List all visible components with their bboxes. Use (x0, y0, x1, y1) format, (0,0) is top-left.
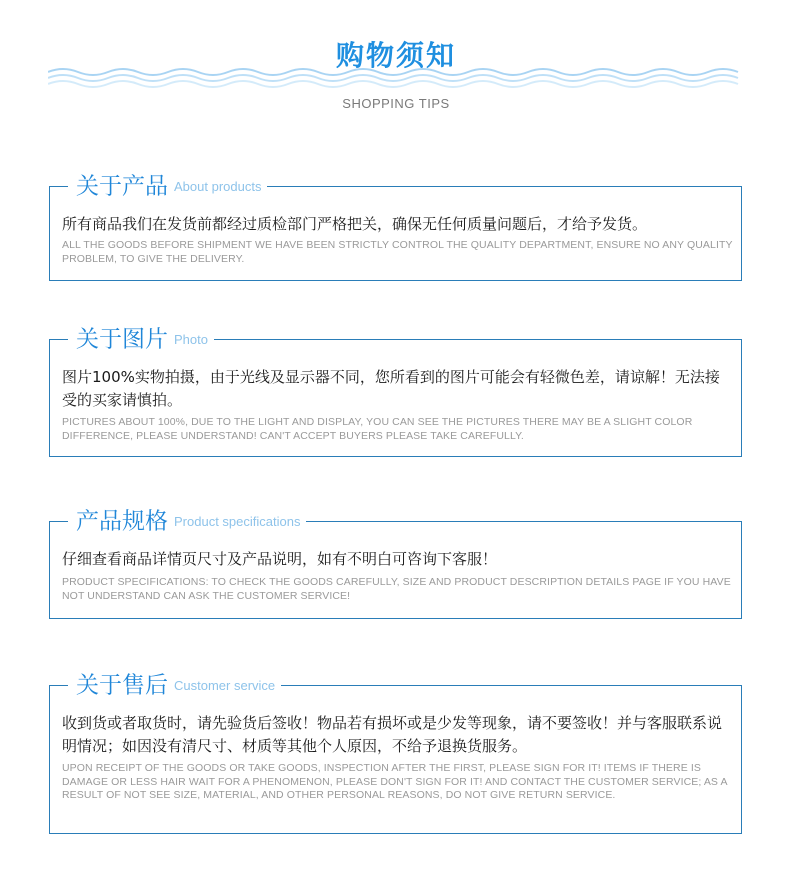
section-about-products (49, 173, 742, 281)
section-title-en: Product specifications (174, 513, 301, 529)
section-photo (49, 326, 742, 457)
section-title-cn: 关于售后 (76, 672, 168, 699)
wave-divider-icon (48, 66, 744, 90)
section-heading (68, 503, 306, 539)
page-header (0, 0, 792, 120)
section-body-cn: 仔细查看商品详情页尺寸及产品说明，如有不明白可咨询下客服！ (62, 550, 498, 568)
section-body-cn: 收到货或者取货时，请先验货后签收！物品若有损坏或是少发等现象，请不要签收！并与客服联系说明情况；如因没有清尺寸、材质等其他个人原因，不给予退换货服务。 (62, 714, 723, 755)
section-title-cn: 关于图片 (76, 326, 168, 353)
section-customer-service (49, 672, 742, 834)
section-body-en: UPON RECEIPT OF THE GOODS OR TAKE GOODS, INSPECTION AFTER THE FIRST, PLEASE SIGN FOR IT! ITEMS IF THERE IS DAMAGE OR LESS HAIR WAIT FOR A PHENOMENON, PLEASE DON'T SIGN FOR IT! AND CONTACT THE CUSTOMER SERVICE; AS A RESULT OF NOT SEE SIZE, MATERIAL, AND OTHER PERSONAL REASONS, DO NOT GIVE RETURN SERVICE. (62, 762, 728, 801)
section-body-en: PICTURES ABOUT 100%, DUE TO THE LIGHT AND DISPLAY, YOU CAN SEE THE PICTURES THERE MAY BE A SLIGHT COLOR DIFFERENCE, PLEASE UNDERSTAND! CAN'T ACCEPT BUYERS PLEASE TAKE CAREFULLY. (62, 416, 693, 442)
section-title-cn: 产品规格 (76, 508, 168, 535)
section-heading (68, 168, 267, 204)
page-title: 购物须知 (335, 39, 456, 72)
section-title-en: Customer service (174, 677, 276, 693)
section-product-specifications (49, 508, 742, 619)
section-title-cn: 关于产品 (76, 173, 168, 200)
section-heading (68, 667, 281, 703)
section-body-en: ALL THE GOODS BEFORE SHIPMENT WE HAVE BEEN STRICTLY CONTROL THE QUALITY DEPARTMENT, ENSURE NO ANY QUALITY PROBLEM, TO GIVE THE DELIVERY. (62, 239, 733, 265)
page-subtitle: SHOPPING TIPS (342, 96, 450, 111)
section-body-cn: 图片100%实物拍摄，由于光线及显示器不同，您所看到的图片可能会有轻微色差，请谅解！无法接受的买家请慎拍。 (62, 368, 720, 409)
section-title-en: Photo (174, 331, 208, 347)
section-body-cn: 所有商品我们在发货前都经过质检部门严格把关，确保无任何质量问题后，才给予发货。 (62, 215, 648, 233)
section-heading (68, 321, 214, 357)
section-title-en: About products (174, 178, 262, 194)
section-body-en: PRODUCT SPECIFICATIONS: TO CHECK THE GOODS CAREFULLY, SIZE AND PRODUCT DESCRIPTION DETAILS PAGE IF YOU HAVE NOT UNDERSTAND CAN ASK THE CUSTOMER SERVICE! (62, 576, 731, 602)
